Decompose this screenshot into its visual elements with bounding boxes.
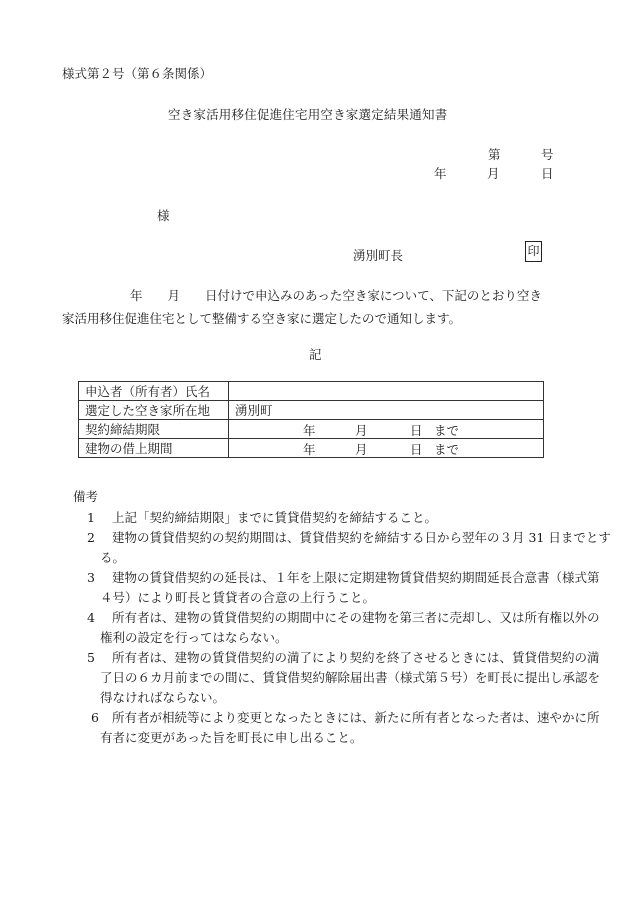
- document-title: 空き家活用移住促進住宅用空き家選定結果通知書: [168, 107, 448, 122]
- note-line: 権利の設定を行ってはならない。: [100, 630, 288, 645]
- note-line: 上記「契約締結期限」までに賃貸借契約を締結すること。: [112, 510, 438, 525]
- lease-month: 月: [355, 442, 368, 457]
- note-item: [80, 528, 611, 568]
- issuer-mayor: 湧別町長: [353, 248, 404, 263]
- ki-heading: 記: [309, 347, 322, 362]
- note-line: 有者に変更があった旨を町長に申し出ること。: [100, 730, 363, 745]
- note-number: 4: [87, 610, 95, 625]
- note-line: 所有者は、建物の賃貸借契約の期間中にその建物を第三者に売却し、又は所有権以外の: [112, 610, 600, 625]
- note-number: 3: [87, 570, 95, 585]
- row-value-lease-period: [229, 439, 544, 458]
- selection-table: [78, 381, 544, 458]
- note-item: [80, 708, 600, 748]
- notes-heading: 備考: [73, 489, 99, 504]
- note-line: る。: [100, 550, 126, 565]
- note-number: 6: [91, 710, 99, 725]
- row-label-contract-deadline: 契約締結期限: [79, 420, 229, 439]
- lease-made: まで: [434, 442, 460, 457]
- body-line-2: 家活用移住促進住宅として整備する空き家に選定したので通知します。: [62, 311, 462, 326]
- note-line: ４号）により町長と賃貸者の合意の上行うこと。: [100, 590, 376, 605]
- row-label-location: 選定した空き家所在地: [79, 401, 229, 420]
- note-item: [80, 508, 572, 528]
- table-row: [79, 439, 544, 458]
- row-value-contract-deadline: [229, 420, 544, 439]
- note-item: [80, 608, 600, 648]
- deadline-day: 日: [410, 423, 423, 438]
- form-number: 様式第２号（第６条関係）: [62, 66, 213, 81]
- note-item: [80, 648, 601, 708]
- date-year: 年: [434, 166, 447, 181]
- row-label-lease-period: 建物の借上期間: [79, 439, 229, 458]
- note-line: 建物の賃貸借契約の契約期間は、賃貸借契約を締結する日から翌年の３月 31 日までとす: [112, 530, 611, 545]
- deadline-year: 年: [303, 423, 316, 438]
- note-line: 了日の６カ月前までの間に、賃貸借契約解除届出書（様式第５号）を町長に提出し承認を: [100, 670, 601, 685]
- table-row: [79, 420, 544, 439]
- row-label-applicant: 申込者（所有者）氏名: [79, 382, 229, 401]
- addressee-sama: 様: [157, 208, 170, 223]
- note-line: 建物の賃貸借契約の延長は、１年を上限に定期建物賃貸借契約期間延長合意書（様式第: [112, 570, 600, 585]
- number-go: 号: [541, 147, 554, 162]
- note-line: 得なければならない。: [100, 690, 226, 705]
- note-item: [80, 568, 600, 608]
- number-dai: 第: [488, 147, 501, 162]
- note-number: 2: [87, 530, 95, 545]
- note-line: 所有者は、建物の賃貸借契約の満了により契約を終了させるときには、賃貸借契約の満: [112, 650, 600, 665]
- date-month: 月: [487, 166, 500, 181]
- lease-year: 年: [303, 442, 316, 457]
- note-number: 5: [87, 650, 95, 665]
- deadline-month: 月: [355, 423, 368, 438]
- lease-day: 日: [410, 442, 423, 457]
- body-line-1: 年 月 日付けで申込みのあった空き家について、下記のとおり空き: [130, 288, 542, 303]
- row-value-applicant: [229, 382, 544, 401]
- seal-mark: 印: [525, 241, 542, 262]
- table-row: [79, 382, 544, 401]
- note-line: 所有者が相続等により変更となったときには、新たに所有者となった者は、速やかに所: [112, 710, 600, 725]
- note-number: 1: [87, 510, 95, 525]
- notification-body: [62, 284, 572, 330]
- row-value-location: 湧別町: [229, 401, 544, 420]
- table-row: [79, 401, 544, 420]
- deadline-made: まで: [434, 423, 460, 438]
- date-day: 日: [541, 166, 554, 181]
